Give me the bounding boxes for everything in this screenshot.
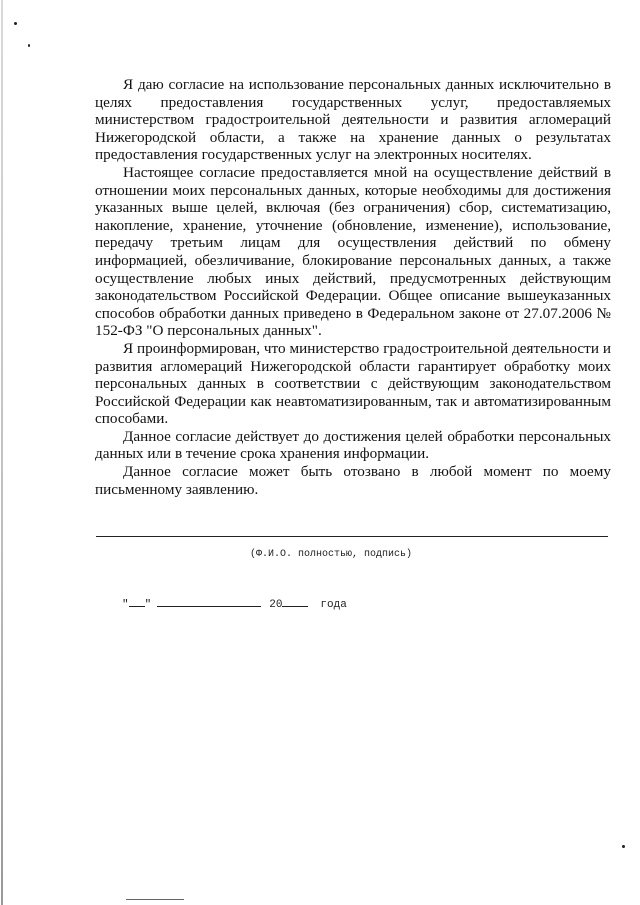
scan-edge-artifact bbox=[1, 0, 3, 905]
scan-speck bbox=[622, 845, 625, 848]
year-blank bbox=[282, 596, 308, 607]
paragraph-purpose: Я даю согласие на использование персональных данных исключительно в целях предоставления государственных услуг, предоставляемых министерством градостроительной деятельности и развития агломераций Нижегородской области, а также на хранение данных о результатах предоставления государственных услуг на электронных носителях. bbox=[95, 76, 611, 164]
date-line bbox=[122, 596, 347, 611]
year-suffix: года bbox=[320, 599, 347, 611]
date-open-quote: " bbox=[122, 599, 129, 611]
signature-line bbox=[96, 536, 608, 537]
month-blank bbox=[157, 596, 261, 607]
paragraph-actions: Настоящее согласие предоставляется мной на осуществление действий в отношении моих персональных данных, которые необходимы для достижения указанных выше целей, включая (без ограничения) сбор, систематизацию, накопление, хранение, уточнение (обновление, изменение), использование, передачу третьим лицам для осуществления действий по обмену информацией, обезличивание, блокирование персональных данных, а также осуществление любых иных действий, предусмотренных действующим законодательством Российской Федерации. Общее описание вышеуказанных способов обработки данных приведено в Федеральном законе от 27.07.2006 № 152-ФЗ "О персональных данных". bbox=[95, 163, 611, 340]
year-prefix: 20 bbox=[269, 599, 283, 611]
scan-speck bbox=[14, 22, 17, 25]
day-blank bbox=[129, 596, 145, 607]
consent-text bbox=[95, 76, 611, 498]
paragraph-informed: Я проинформирован, что министерство градостроительной деятельности и развития агломераций Нижегородской области гарантирует обработку моих персональных данных в соответствии с действующим законодательством Российской Федерации как неавтоматизированным, так и автоматизированным способами. bbox=[95, 339, 611, 428]
signature-caption: (Ф.И.О. полностью, подпись) bbox=[250, 549, 413, 560]
scan-bottom-mark bbox=[126, 899, 184, 900]
date-close-quote: " bbox=[144, 599, 152, 611]
paragraph-validity: Данное согласие действует до достижения целей обработки персональных данных или в течение срока хранения информации. bbox=[95, 427, 611, 463]
paragraph-revocation: Данное согласие может быть отозвано в любой момент по моему письменному заявлению. bbox=[95, 463, 611, 498]
scan-speck bbox=[28, 44, 30, 47]
